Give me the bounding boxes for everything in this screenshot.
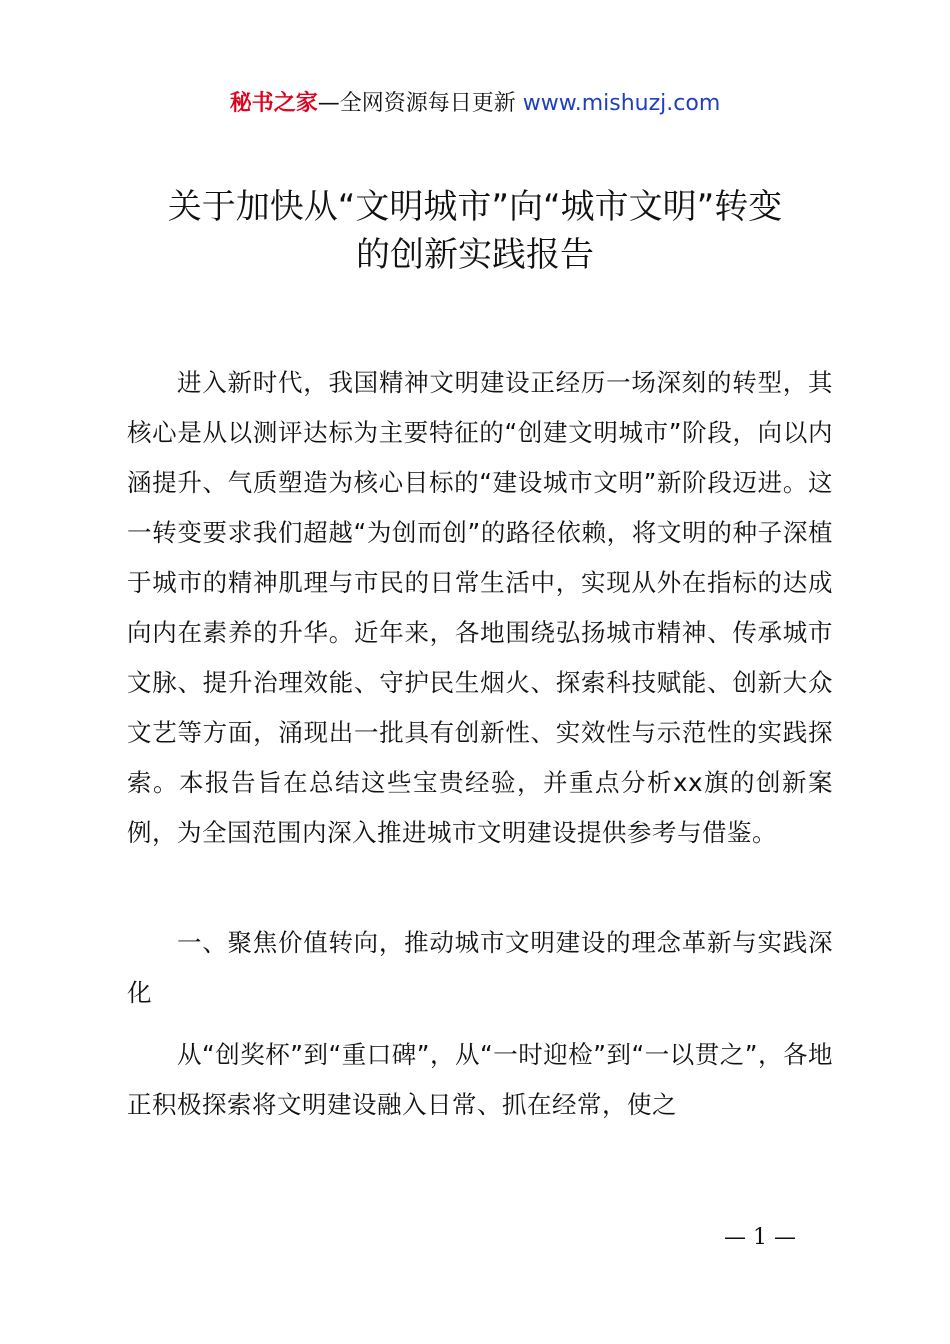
header-slogan: —全网资源每日更新 — [317, 91, 523, 116]
document-title — [100, 183, 850, 279]
site-header — [0, 88, 950, 120]
brand-name: 秘书之家 — [229, 91, 318, 116]
section-1-heading: 一、聚焦价值转向，推动城市文明建设的理念革新与实践深化 — [127, 928, 833, 1007]
intro-paragraph: 进入新时代，我国精神文明建设正经历一场深刻的转型，其核心是从以测评达标为主要特征的“创建文明城市”阶段，向以内涵提升、气质塑造为核心目标的“建设城市文明”新阶段迈进。这一转变要求我们超越“为创而创”的路径依赖，将文明的种子深植于城市的精神肌理与市民的日常生活中，实现从外在指标的达成向内在素养的升华。近年来，各地围绕弘扬城市精神、传承城市文脉、提升治理效能、守护民生烟火、探索科技赋能、创新大众文艺等方面，涌现出一批具有创新性、实效性与示范性的实践探索。本报告旨在总结这些宝贵经验，并重点分析xx旗的创新案例，为全国范围内深入推进城市文明建设提供参考与借鉴。 — [127, 368, 833, 847]
section-1-paragraph: 从“创奖杯”到“重口碑”，从“一时迎检”到“一以贯之”，各地正积极探索将文明建设融入日常、抓在经常，使之 — [127, 1040, 833, 1119]
title-line-2: 的创新实践报告 — [356, 235, 594, 275]
title-line-1: 关于加快从“文明城市”向“城市文明”转变 — [167, 187, 783, 227]
header-url-link[interactable]: www.mishuzj.com — [522, 91, 721, 116]
page-number: — 1 — — [724, 1225, 796, 1250]
